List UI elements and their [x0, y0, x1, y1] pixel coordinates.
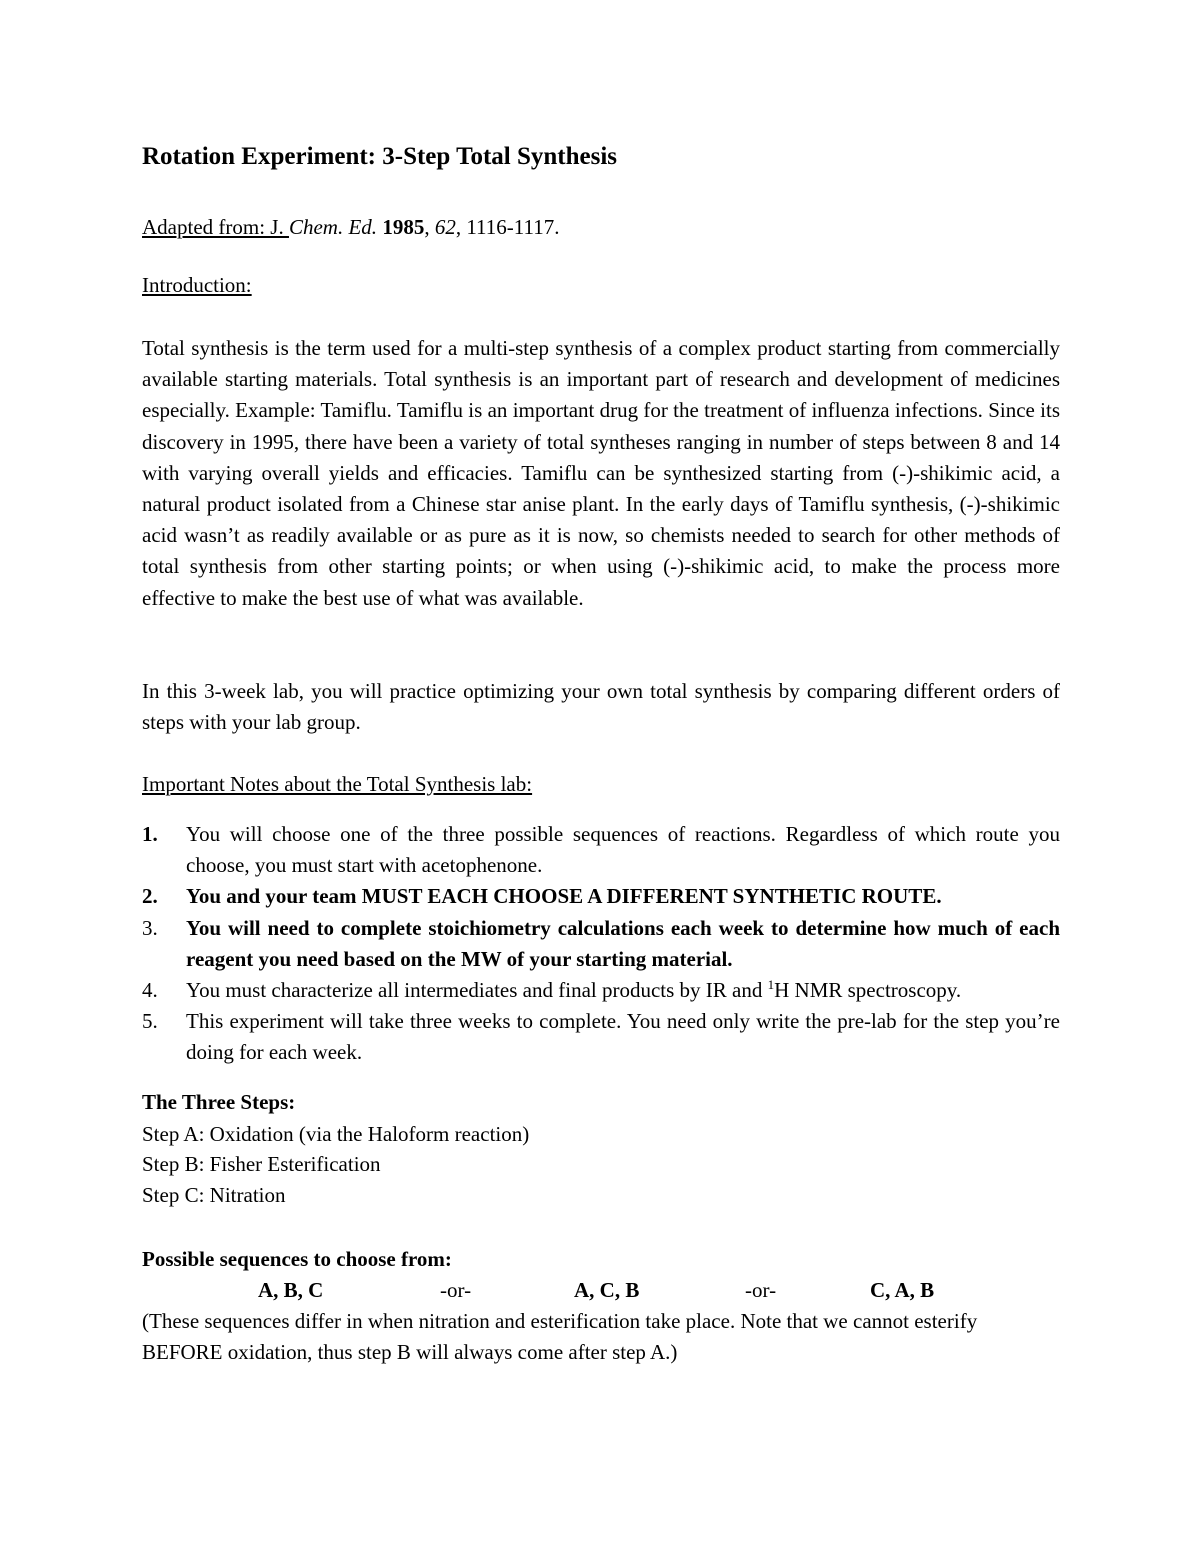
citation-line: Adapted from: J. Chem. Ed. 1985, 62, 1116-1117.: [142, 215, 560, 239]
list-item: [142, 975, 1060, 1006]
list-item: [142, 881, 1060, 912]
sequence-option: A, C, B: [574, 1278, 640, 1302]
citation-volume: 62: [434, 215, 456, 239]
sequence-separator: -or-: [440, 1278, 472, 1302]
list-number: 3.: [142, 915, 158, 940]
document-title: Rotation Experiment: 3-Step Total Synthesis: [142, 143, 618, 170]
step-item: Step C: Nitration: [142, 1183, 286, 1207]
list-number: 2.: [142, 884, 158, 909]
intro-paragraph: In this 3-week lab, you will practice optimizing your own total synthesis by comparing different orders of steps with your lab group.: [142, 679, 1060, 735]
list-number: 1.: [142, 822, 158, 846]
citation-prefix: Adapted from: J.: [142, 215, 289, 239]
step-item: Step A: Oxidation (via the Haloform reaction): [142, 1122, 530, 1146]
list-text: You will choose one of the three possible sequences of reactions. Regardless of which route you choose, you must start with acetophenone.: [186, 822, 1060, 878]
citation-pages: , 1116-1117.: [455, 215, 560, 239]
list-item: [142, 913, 1060, 975]
list-item: [142, 1006, 1060, 1068]
steps-heading: The Three Steps:: [142, 1090, 296, 1114]
list-text: You and your team MUST EACH CHOOSE A DIFFERENT SYNTHETIC ROUTE.: [186, 884, 942, 909]
step-item: Step B: Fisher Esterification: [142, 1152, 381, 1176]
citation-journal: Chem. Ed.: [288, 215, 378, 239]
intro-paragraph: Total synthesis is the term used for a multi-step synthesis of a complex product starting from commercially available starting materials. Total synthesis is an important part of research and development of medicines especially. Example: Tamiflu. Tamiflu is an important drug for the treatment of influenza infections. Since its discovery in 1995, there have been a variety of total syntheses ranging in number of steps between 8 and 14 with varying overall yields and efficacies. Tamiflu can be synthesized starting from (-)-shikimic acid, a natural product isolated from a Chinese star anise plant. In the early days of Tamiflu synthesis, (-)-shikimic acid wasn’t as readily available or as pure as it is now, so chemists needed to search for other methods of total synthesis from other starting points; or when using (-)-shikimic acid, to make the process more effective to make the best use of what was available.: [142, 336, 1060, 610]
sequences-row: [142, 1278, 1060, 1308]
list-item: [142, 819, 1060, 881]
citation-year: 1985: [382, 215, 425, 239]
notes-heading: Important Notes about the Total Synthesis lab:: [142, 772, 533, 796]
list-text: You must characterize all intermediates and final products by IR and: [186, 978, 768, 1003]
sequence-option: C, A, B: [870, 1278, 935, 1302]
intro-heading: Introduction:: [142, 273, 252, 297]
sequence-separator: -or-: [745, 1278, 777, 1302]
sequences-heading: Possible sequences to choose from:: [142, 1247, 452, 1271]
list-number: 4.: [142, 978, 158, 1003]
sequences-note: (These sequences differ in when nitration and esterification take place. Note that we cannot esterify BEFORE oxidation, thus step B will always come after step A.): [142, 1309, 978, 1365]
list-text: You will need to complete stoichiometry calculations each week to determine how much of each reagent you need based on the MW of your starting material.: [186, 915, 1060, 971]
superscript-one: 1: [767, 977, 775, 993]
list-text: H NMR spectroscopy.: [774, 978, 962, 1003]
list-text: This experiment will take three weeks to complete. You need only write the pre-lab for the step you’re doing for each week.: [186, 1009, 1060, 1065]
sequence-option: A, B, C: [258, 1278, 324, 1302]
notes-list: [142, 819, 1060, 1069]
list-number: 5.: [142, 1009, 158, 1034]
